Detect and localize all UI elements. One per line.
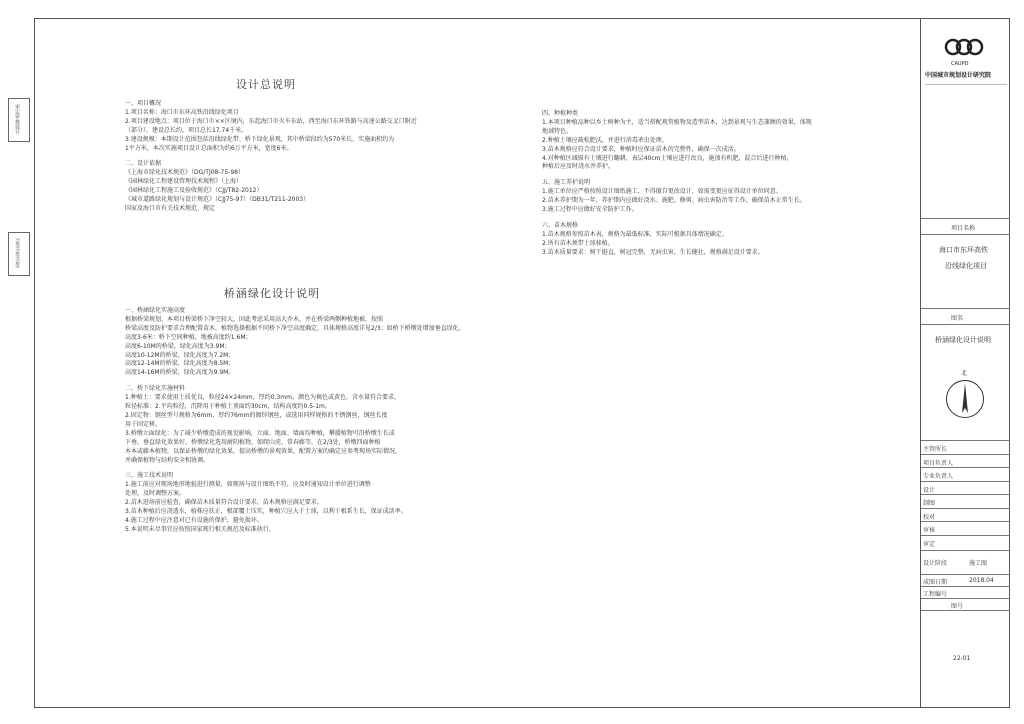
side-label-top: 审定审核设计: [14, 104, 20, 134]
note-line: 《城市道路绿化规划与设计规范》（CJJ75-97）（DB31/T211-2003）: [125, 196, 310, 204]
signature-row-label: 主管所长: [923, 446, 948, 453]
note-line: （部分），建设总长约，项目总长17.74千米。: [125, 126, 248, 134]
note-line: 一、桥涵绿化实施高度: [125, 307, 186, 314]
note-line: 六、苗木规格: [542, 221, 579, 229]
date-cell: [921, 574, 1010, 586]
signature-row: [921, 440, 1010, 454]
note-line: 粒径标准：2.平均粒径，沉降用于种植土顶面约30cm，结构高度约0.5-1m。: [125, 403, 331, 411]
design-notes-column-2: [125, 307, 465, 535]
logo-mark: [941, 36, 987, 62]
note-line: 1平方米，本次实施项目设计总面积为约6万平方米，宽度6米。: [125, 144, 293, 152]
stage-cell: [921, 550, 1010, 574]
date-label: 成图日期: [923, 579, 948, 586]
stage-label: 设计阶段: [923, 560, 948, 567]
project-name-cell: [921, 234, 1010, 278]
note-line: 下垂，垂直绿化效果好，桥墩绿化选用耐阴植物，如爬山虎、常春藤等，在2/3处，桥墩四面种植: [125, 438, 381, 446]
note-line: 2.所有苗木须带土球移植。: [542, 239, 614, 247]
note-line: 1.种植土：要求使用土质优良，粒径24×24mm，厚约0.3mm，颜色为褐色或黄色，含水量符合要求，: [125, 394, 400, 402]
note-line: 2.种植土壤应疏松肥沃，并进行消毒杀虫处理。: [542, 136, 668, 144]
note-line: 4.施工过程中应注意对已有设施的保护，避免损坏。: [125, 516, 263, 524]
note-line: 《园林绿化工程建设管理技术规程》（上海）: [125, 178, 243, 186]
note-line: 三、施工技术说明: [125, 472, 174, 480]
note-line: 5.本说明未尽事宜应按照国家现行相关规范及标准执行。: [125, 525, 275, 533]
job-label: 工程编号: [923, 591, 948, 598]
drawing-name-cell: [921, 324, 1010, 354]
note-line: 1.施工前应对现场地形地貌进行测量，如现场与设计图纸不符，应及时通知设计单位进行调整: [125, 481, 371, 489]
sheet-label: 图号: [951, 603, 964, 610]
sheet-number: 22-01: [953, 655, 971, 662]
sheet-label-cell: [921, 598, 1010, 610]
note-line: 1.本项目种植品种以乡土树种为主，适当搭配观赏植物及造型苗木，达到景观与生态兼顾的效果，体现: [542, 118, 812, 126]
side-label-mid: 会签会签会签: [14, 238, 20, 268]
signature-row: [921, 521, 1010, 535]
signature-row-label: 项目负责人: [923, 459, 954, 467]
note-line: 二、设计依据: [125, 160, 162, 168]
signature-row: [921, 508, 1010, 522]
sheet-no-cell: [921, 610, 1010, 707]
note-line: 2.苗木养护期为一年，养护期内应做好浇水、施肥、修剪、病虫害防治等工作，确保苗木正常生长。: [542, 197, 806, 205]
project-name-line-2: 沿线绿化项目: [945, 262, 987, 270]
note-line: 四、种植种类: [542, 110, 579, 117]
drawing-name: 桥涵绿化设计说明: [935, 336, 991, 344]
title-block: [920, 18, 1010, 708]
note-line: 国家及海口市有关技术规范、规定: [125, 204, 216, 212]
signature-row: [921, 454, 1010, 468]
north-label: 北: [961, 370, 968, 377]
north-arrow: [946, 380, 984, 418]
job-cell: [921, 586, 1010, 598]
note-line: 1.苗木规格参照苗木表，规格为最低标准，实际可根据具体情况确定。: [542, 230, 728, 238]
project-name-line-1: 海口市东环高铁: [939, 246, 988, 254]
note-line: 《园林绿化工程施工及验收规范》（CJJ/T82-2012）: [125, 187, 263, 195]
signature-row-label: 审定: [923, 540, 936, 548]
design-notes-column-3: [542, 110, 812, 258]
design-notes-title: 设计总说明: [236, 78, 296, 91]
signature-row-label: 校对: [923, 513, 936, 521]
note-line: 高度10-12M的桥梁，绿化高度为7.2M；: [125, 351, 235, 359]
note-line: 一、项目概况: [125, 100, 162, 107]
date-value: 2018.04: [969, 577, 994, 584]
note-line: 桥梁高度及防护要求合理配置苗木，植物选择根据不同桥下净空高度确定，具体规格高度详见2/3；如桥下桥墩处增加垂直绿化，: [125, 324, 465, 332]
signature-row-label: 制图: [923, 500, 936, 507]
drawing-label-cell: [921, 308, 1010, 324]
note-line: 2.固定物：钢丝型号规格为6mm，厚约76mm的镀锌钢丝，或选用同样规格的不锈钢丝，钢丝长度: [125, 411, 388, 419]
note-line: 2.苗木进场前应检查，确保苗木质量符合设计要求，苗木规格应满足要求。: [125, 499, 323, 507]
note-line: 高度3-6米：桥下空间种植，地被高度约1.6M；: [125, 333, 252, 341]
note-line: 3.桥墩立面绿化：为了减少桥墩造成的视觉影响，立面、地面、墙面均种植，攀援植物可沿桥墩生长或: [125, 429, 395, 437]
signature-row: [921, 535, 1010, 549]
note-line: 3.苗木种植后应浇透水，植株应扶正，根部覆土压实，种植穴应大于土球，以利于根系生长，保证成活率。: [125, 508, 407, 516]
note-line: 1.项目名称：海口市东环高铁沿线绿化项目: [125, 108, 239, 116]
project-label: 项目名称: [951, 225, 976, 232]
note-line: 3.苗木规格应符合设计要求，种植时应保证苗木的完整性，确保一次成活。: [542, 145, 740, 153]
note-line: 二、桥下绿化实施材料: [125, 385, 186, 393]
note-line: 五、施工养护说明: [542, 179, 591, 187]
note-line: 用于固定树。: [125, 420, 162, 428]
signature-row-label: 专业负责人: [923, 473, 954, 480]
note-line: 高度12-14M的桥梁，绿化高度为8.5M；: [125, 360, 235, 368]
project-label-cell: [921, 218, 1010, 234]
signature-row: [921, 481, 1010, 495]
org-address-block: [925, 84, 1007, 119]
note-line: 木本或藤本植物，以保证桥墩的绿化效果，提高桥墩的景观效果，配置方案的确定应参考现场实际情况，: [125, 447, 402, 455]
note-line: 4.对种植区域原有土壤进行翻耕，表层40cm土壤应进行改良，施加有机肥，混合后进行种植，: [542, 154, 793, 162]
note-line: 3.施工过程中应做好安全防护工作。: [542, 206, 638, 214]
signature-row-label: 审核: [923, 527, 936, 534]
drawing-label: 图名: [951, 315, 964, 322]
note-line: 种植后应及时浇水并养护。: [542, 163, 615, 171]
note-line: 高度14-16M的桥梁，绿化高度为9.9M。: [125, 369, 235, 377]
note-line: 根据桥梁规划，本项目桥梁桥下净空较大，因此考虑采用高大乔木，并在桥梁两侧种植地被，按照: [125, 315, 384, 323]
signature-row: [921, 467, 1010, 481]
org-name: 中国城市规划设计研究院: [925, 72, 992, 79]
note-line: 3.建设规模：本期设计范围包括沿线绿化带、桥下绿化景观，其中桥梁段约为570米长，实施面积约为: [125, 135, 395, 143]
signature-row-label: 设计: [923, 486, 936, 494]
design-notes-column-1: [125, 100, 417, 214]
note-line: 并确保植物与结构安全相协调。: [125, 456, 210, 464]
note-line: 3.苗木质量要求：树干挺直，树冠完整，无病虫害，生长健壮，规格满足设计要求。: [542, 248, 764, 256]
note-line: 处理，及时调整方案。: [125, 490, 186, 498]
note-line: 2.项目建设地点：项目位于海口市××区境内，东起海口市火车东站，西至海口东环铁路与高速公路交叉口附近: [125, 117, 417, 125]
stage-value: 施工图: [969, 560, 988, 567]
note-line: 地域特色。: [542, 127, 573, 135]
bridge-notes-title: 桥涵绿化设计说明: [224, 287, 320, 300]
note-line: 1.施工单位应严格按照设计图纸施工，不得擅自更改设计，如需变更应征得设计单位同意。: [542, 188, 782, 196]
signature-row: [921, 494, 1010, 508]
note-line: 《上海市绿化技术规范》（DG/TJ08-75-98）: [125, 169, 244, 177]
note-line: 高度6-10M的桥梁，绿化高度为3.9M；: [125, 342, 231, 350]
logo-caption: CAUPD: [951, 61, 969, 67]
